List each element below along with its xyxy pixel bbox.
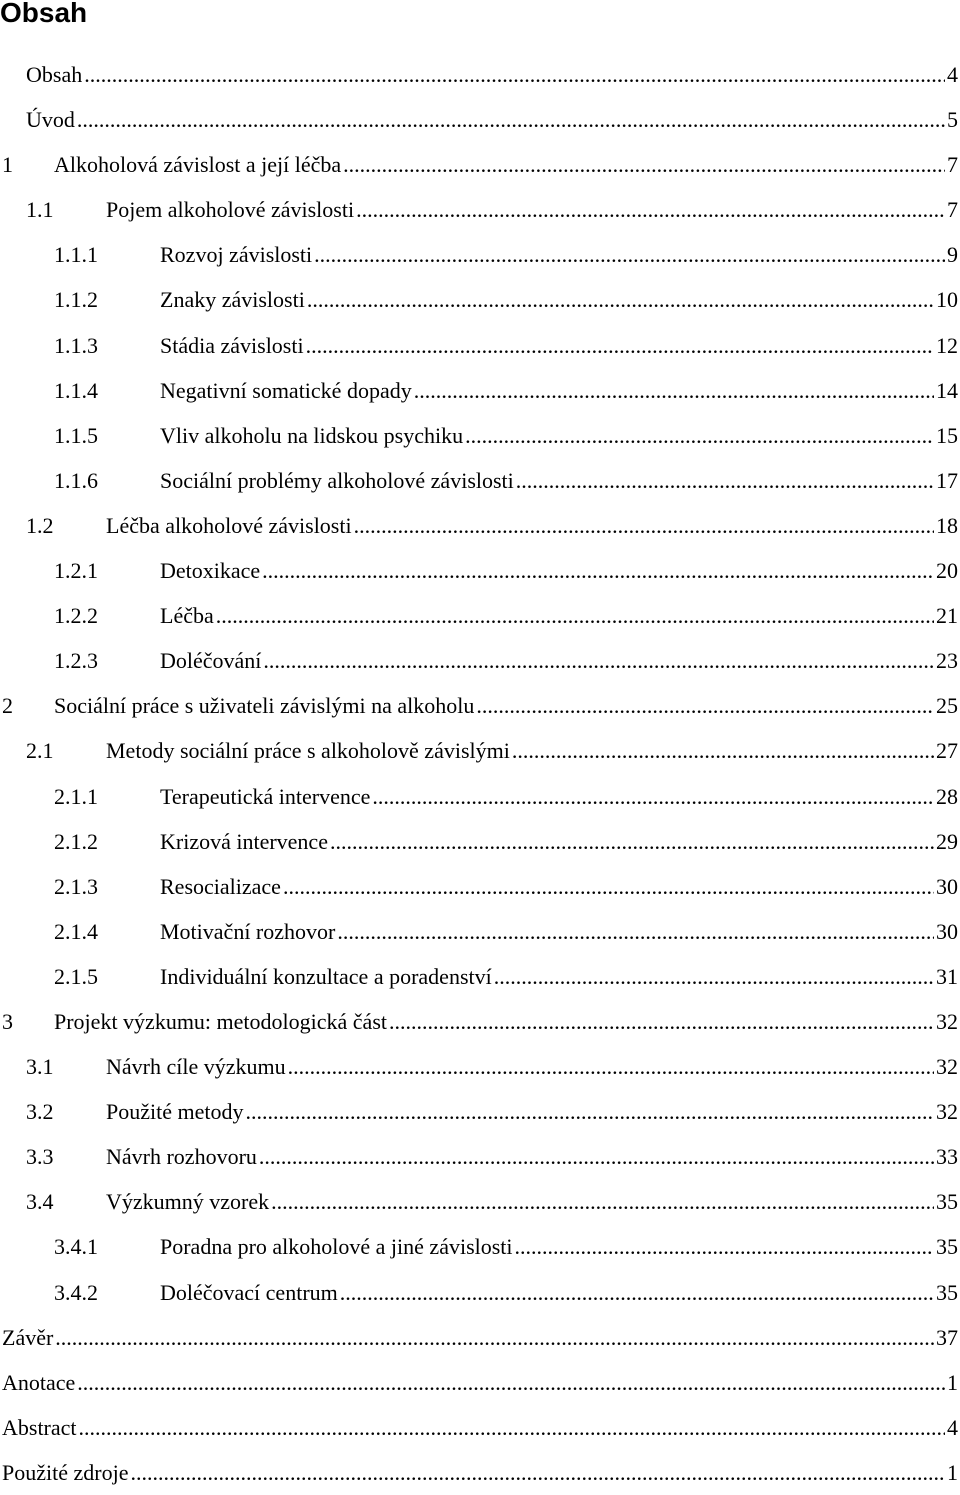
dot-leader: [77, 97, 945, 142]
toc-entry[interactable]: [0, 187, 958, 232]
toc-entry-number: 3.4: [26, 1189, 54, 1215]
toc-entry[interactable]: [0, 819, 958, 864]
toc-entry-page-number: 10: [934, 277, 958, 322]
toc-entry[interactable]: [0, 368, 958, 413]
toc-entry-title[interactable]: Závěr: [2, 1315, 55, 1360]
toc-entry[interactable]: [0, 1089, 958, 1134]
dot-leader: [494, 954, 934, 999]
toc-entry-number: 2.1.4: [54, 918, 98, 944]
dot-leader: [337, 909, 934, 954]
dot-leader: [476, 683, 934, 728]
toc-entry-page-number: 33: [934, 1134, 958, 1179]
toc-entry[interactable]: [0, 458, 958, 503]
toc-entry-title[interactable]: Návrh rozhovoru: [106, 1134, 259, 1179]
toc-entry-number: 2.1.5: [54, 963, 98, 989]
toc-entry-number: 1: [2, 152, 13, 178]
toc-entry-title[interactable]: Detoxikace: [160, 548, 262, 593]
page-title: Obsah: [0, 0, 88, 28]
dot-leader: [516, 458, 934, 503]
dot-leader: [216, 593, 934, 638]
toc-entry-title[interactable]: Negativní somatické dopady: [160, 368, 414, 413]
dot-leader: [356, 187, 945, 232]
toc-entry-page-number: 15: [934, 413, 958, 458]
toc-entry[interactable]: [0, 503, 958, 548]
toc-entry-title[interactable]: Použité metody: [106, 1089, 245, 1134]
toc-entry-page-number: 12: [934, 323, 958, 368]
toc-entry-number: 3.1: [26, 1054, 54, 1080]
toc-entry-page-number: 32: [934, 1044, 958, 1089]
toc-entry-number: 2.1.1: [54, 783, 98, 809]
toc-entry-title[interactable]: Doléčování: [160, 638, 263, 683]
toc-entry-title[interactable]: Obsah: [26, 52, 84, 97]
toc-entry-page-number: 7: [945, 187, 958, 232]
toc-entry-title[interactable]: Sociální problémy alkoholové závislosti: [160, 458, 516, 503]
toc-entry-page-number: 1: [945, 1360, 958, 1405]
toc-entry-page-number: 32: [934, 999, 958, 1044]
toc-entry-page-number: 21: [934, 593, 958, 638]
toc-entry[interactable]: [0, 999, 958, 1044]
dot-leader: [307, 277, 934, 322]
dot-leader: [130, 1450, 945, 1495]
toc-entry-page-number: 23: [934, 638, 958, 683]
toc-entry-title[interactable]: Vliv alkoholu na lidskou psychiku: [160, 413, 465, 458]
toc-entry-title[interactable]: Projekt výzkumu: metodologická část: [54, 999, 389, 1044]
toc-entry-page-number: 30: [934, 864, 958, 909]
dot-leader: [465, 413, 934, 458]
toc-entry[interactable]: [0, 909, 958, 954]
toc-entry[interactable]: [0, 1179, 958, 1224]
toc-entry[interactable]: [0, 683, 958, 728]
toc-entry-page-number: 18: [934, 503, 958, 548]
toc-entry[interactable]: [0, 97, 958, 142]
toc-entry-title[interactable]: Pojem alkoholové závislosti: [106, 187, 356, 232]
toc-entry-page-number: 5: [945, 97, 958, 142]
toc-entry-number: 2.1: [26, 738, 54, 764]
toc-entry-number: 2: [2, 693, 13, 719]
toc-entry[interactable]: [0, 728, 958, 773]
toc-entry[interactable]: [0, 1134, 958, 1179]
toc-entry-number: 1.1.1: [54, 242, 98, 268]
dot-leader: [263, 638, 934, 683]
toc-entry-title[interactable]: Individuální konzultace a poradenství: [160, 954, 494, 999]
toc-entry-title[interactable]: Znaky závislosti: [160, 277, 307, 322]
dot-leader: [340, 1270, 934, 1315]
toc-entry[interactable]: [0, 1315, 958, 1360]
toc-entry-title[interactable]: Poradna pro alkoholové a jiné závislosti: [160, 1224, 515, 1269]
toc-entry-title[interactable]: Léčba alkoholové závislosti: [106, 503, 354, 548]
toc-entry-number: 1.1.3: [54, 332, 98, 358]
dot-leader: [314, 232, 945, 277]
dot-leader: [512, 728, 934, 773]
toc-entry-number: 1.1.5: [54, 422, 98, 448]
toc-entry-number: 2.1.3: [54, 873, 98, 899]
toc-entry-title[interactable]: Úvod: [26, 97, 77, 142]
toc-entry-number: 1.1.4: [54, 377, 98, 403]
toc-entry[interactable]: [0, 277, 958, 322]
dot-leader: [79, 1405, 945, 1450]
toc-entry[interactable]: [0, 593, 958, 638]
toc-entry-page-number: 9: [945, 232, 958, 277]
dot-leader: [343, 142, 945, 187]
toc-entry-title[interactable]: Návrh cíle výzkumu: [106, 1044, 288, 1089]
toc-entry-page-number: 7: [945, 142, 958, 187]
dot-leader: [414, 368, 934, 413]
toc-entry-page-number: 20: [934, 548, 958, 593]
toc-entry-page-number: 28: [934, 774, 958, 819]
dot-leader: [389, 999, 934, 1044]
toc-entry-title[interactable]: Alkoholová závislost a její léčba: [54, 142, 343, 187]
toc-entry-page-number: 25: [934, 683, 958, 728]
toc-entry[interactable]: [0, 638, 958, 683]
dot-leader: [306, 323, 934, 368]
toc-entry-number: 3.3: [26, 1144, 54, 1170]
toc-entry[interactable]: [0, 954, 958, 999]
toc-entry-title[interactable]: Abstract: [2, 1405, 79, 1450]
toc-entry-title[interactable]: Výzkumný vzorek: [106, 1179, 271, 1224]
dot-leader: [55, 1315, 934, 1360]
toc-entry[interactable]: [0, 142, 958, 187]
dot-leader: [245, 1089, 934, 1134]
toc-entry[interactable]: [0, 1360, 958, 1405]
toc-entry-number: 1.2.1: [54, 558, 98, 584]
toc-entry-page-number: 4: [945, 1405, 958, 1450]
toc-entry[interactable]: [0, 1405, 958, 1450]
toc-entry-title[interactable]: Doléčovací centrum: [160, 1270, 340, 1315]
dot-leader: [259, 1134, 934, 1179]
toc-entry-number: 1.1.2: [54, 287, 98, 313]
dot-leader: [84, 52, 945, 97]
toc-entry[interactable]: [0, 1270, 958, 1315]
toc-entry-page-number: 35: [934, 1179, 958, 1224]
toc-entry[interactable]: [0, 1450, 958, 1495]
toc-entry-title[interactable]: Stádia závislosti: [160, 323, 306, 368]
toc-entry[interactable]: [0, 1044, 958, 1089]
dot-leader: [77, 1360, 945, 1405]
toc-entry-title[interactable]: Resocializace: [160, 864, 283, 909]
toc-entry-title[interactable]: Motivační rozhovor: [160, 909, 337, 954]
toc-entry-page-number: 35: [934, 1270, 958, 1315]
toc-entry-page-number: 29: [934, 819, 958, 864]
toc-entry[interactable]: [0, 548, 958, 593]
toc-entry[interactable]: [0, 774, 958, 819]
toc-entry[interactable]: [0, 323, 958, 368]
table-of-contents: [0, 52, 958, 1495]
toc-entry-title[interactable]: Krizová intervence: [160, 819, 330, 864]
toc-entry-number: 1.2: [26, 512, 54, 538]
toc-entry-number: 3.4.2: [54, 1279, 98, 1305]
toc-entry-number: 3: [2, 1008, 13, 1034]
toc-entry-title[interactable]: Léčba: [160, 593, 216, 638]
toc-entry-title[interactable]: Anotace: [2, 1360, 77, 1405]
toc-entry-number: 3.4.1: [54, 1234, 98, 1260]
toc-entry-title[interactable]: Rozvoj závislosti: [160, 232, 314, 277]
toc-entry-page-number: 32: [934, 1089, 958, 1134]
toc-entry-number: 1.1: [26, 197, 54, 223]
toc-entry-number: 1.1.6: [54, 467, 98, 493]
toc-entry[interactable]: [0, 413, 958, 458]
dot-leader: [288, 1044, 934, 1089]
toc-entry-page-number: 4: [945, 52, 958, 97]
toc-entry-page-number: 17: [934, 458, 958, 503]
toc-entry-page-number: 37: [934, 1315, 958, 1360]
toc-entry[interactable]: [0, 232, 958, 277]
toc-entry-number: 2.1.2: [54, 828, 98, 854]
toc-entry-title[interactable]: Sociální práce s uživateli závislými na alkoholu: [54, 683, 476, 728]
toc-entry-number: 1.2.3: [54, 648, 98, 674]
dot-leader: [283, 864, 934, 909]
toc-entry-title[interactable]: Terapeutická intervence: [160, 774, 372, 819]
toc-entry-page-number: 30: [934, 909, 958, 954]
toc-entry-page-number: 35: [934, 1224, 958, 1269]
dot-leader: [330, 819, 934, 864]
toc-entry[interactable]: [0, 864, 958, 909]
dot-leader: [271, 1179, 934, 1224]
toc-entry[interactable]: [0, 52, 958, 97]
dot-leader: [515, 1224, 934, 1269]
dot-leader: [262, 548, 934, 593]
toc-entry-page-number: 1: [945, 1450, 958, 1495]
dot-leader: [354, 503, 934, 548]
toc-entry[interactable]: [0, 1224, 958, 1269]
toc-entry-title[interactable]: Metody sociální práce s alkoholově závislými: [106, 728, 512, 773]
toc-entry-page-number: 27: [934, 728, 958, 773]
toc-entry-number: 3.2: [26, 1099, 54, 1125]
toc-entry-page-number: 14: [934, 368, 958, 413]
dot-leader: [372, 774, 934, 819]
toc-entry-number: 1.2.2: [54, 603, 98, 629]
toc-entry-page-number: 31: [934, 954, 958, 999]
toc-entry-title[interactable]: Použité zdroje: [2, 1450, 130, 1495]
